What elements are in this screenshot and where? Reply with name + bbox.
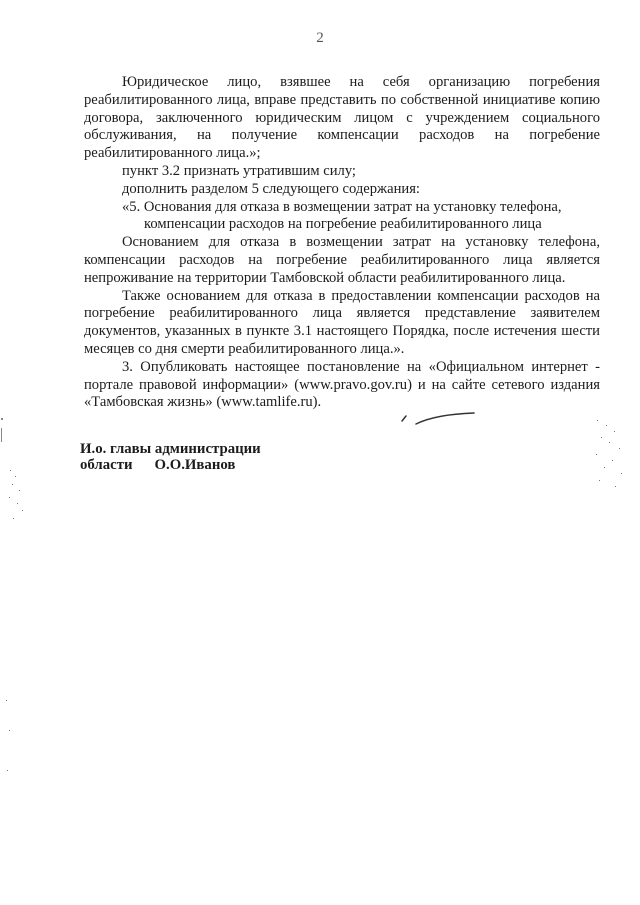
signatory-name: О.О.Иванов <box>154 457 236 473</box>
section-5-title-line-1: «5. Основания для отказа в возмещении затрат на установку телефона, <box>122 198 562 215</box>
signatory-position-region: области <box>80 457 133 473</box>
signature-scribble <box>398 408 478 432</box>
paragraph-additional-grounds: Также основанием для отказа в предоставлении компенсации расходов на погребение реабилитированного лица является представление заявителем документов, указанных в пункте 3.1 настоящего Порядка, после истечения шести месяцев со дня смерти реабилитированного лица.». <box>84 287 600 357</box>
paragraph-refusal-grounds: Основанием для отказа в возмещении затрат на установку телефона, компенсации расходов на погребение реабилитированного лица является непроживание на территории Тамбовской области реабилитированного лица. <box>84 234 600 286</box>
signatory-position: И.о. главы администрации <box>80 441 261 457</box>
signatory-row <box>80 457 261 473</box>
paragraph-publish: 3. Опубликовать настоящее постановление на «Официальном интернет - портале правовой информации» (www.pravo.gov.ru) и на сайте сетевого издания «Тамбовская жизнь» (www.tamlife.ru). <box>84 358 600 411</box>
page-number: 2 <box>316 30 324 46</box>
paragraph-add-section-5: дополнить разделом 5 следующего содержания: <box>122 180 420 197</box>
scan-edge-mark <box>1 428 2 442</box>
paragraph-legal-entity: Юридическое лицо, взявшее на себя организацию погребения реабилитированного лица, вправе представить по собственной инициативе копию договора, заключенного юридическим лицом с учреждением социального обслуживания, на получение компенсации расходов на погребение реабилитированного лица.»; <box>84 74 600 162</box>
document-body <box>84 74 600 412</box>
paragraph-clause-3-2: пункт 3.2 признать утратившим силу; <box>122 162 356 179</box>
section-5-title <box>84 199 600 235</box>
section-5-title-line-2: компенсации расходов на погребение реабилитированного лица <box>144 216 542 233</box>
signature-block <box>80 441 261 473</box>
scan-edge-mark <box>1 418 3 420</box>
